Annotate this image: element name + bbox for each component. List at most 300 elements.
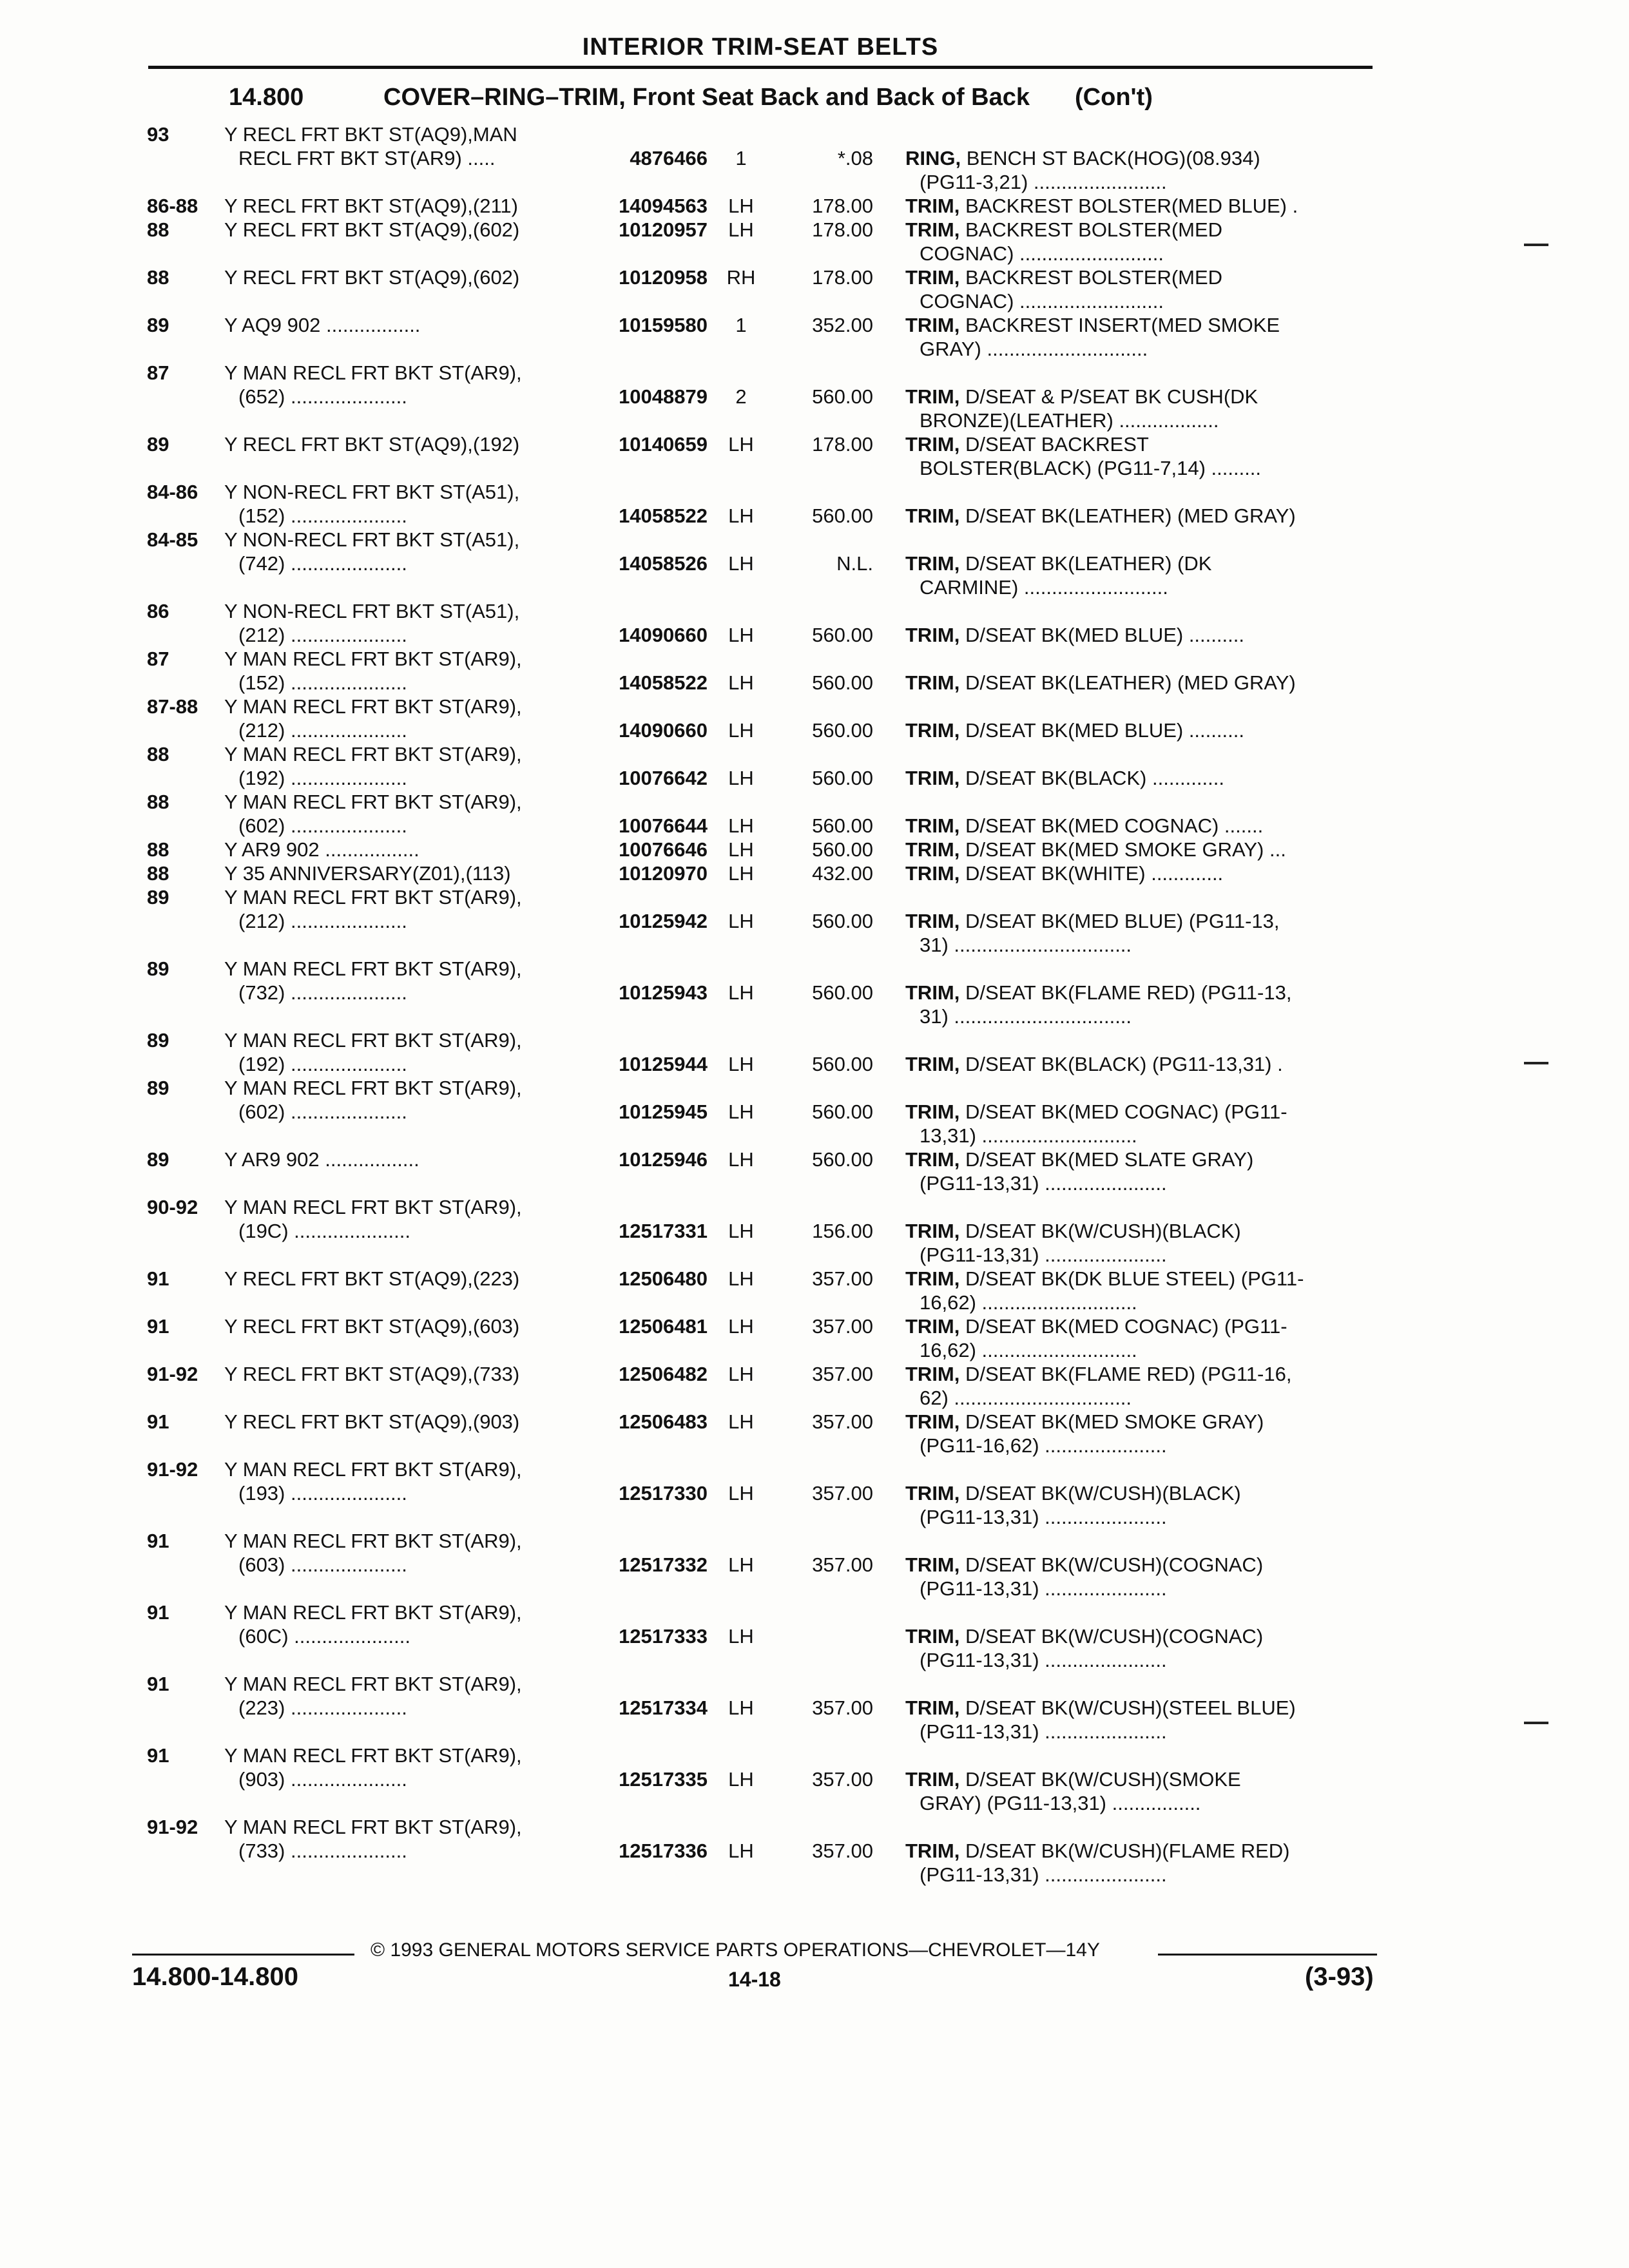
description-text: COGNAC) .......................... <box>920 242 1164 265</box>
description <box>905 313 1376 361</box>
footer-page-number: 14-18 <box>728 1968 781 1991</box>
description-line <box>905 1243 1376 1267</box>
description <box>905 1314 1376 1362</box>
quantity: LH <box>728 838 754 861</box>
price: 560.00 <box>812 671 873 694</box>
part-number: 14094563 <box>619 195 708 217</box>
price: 357.00 <box>812 1267 873 1290</box>
description-keyword: TRIM, <box>905 1840 960 1862</box>
description-keyword: TRIM, <box>905 719 960 742</box>
price: 178.00 <box>812 218 873 241</box>
table-row <box>0 695 1629 742</box>
model-year: 89 <box>147 1029 169 1052</box>
price: 357.00 <box>812 1315 873 1338</box>
description-line <box>905 1624 1376 1648</box>
table-row <box>0 361 1629 432</box>
application-text: (602) ..................... <box>238 814 407 837</box>
quantity: LH <box>728 552 754 575</box>
description-text: D/SEAT BK(W/CUSH)(COGNAC) <box>965 1553 1264 1576</box>
description-line <box>905 289 1376 313</box>
description-line <box>905 1696 1376 1720</box>
description-keyword: TRIM, <box>905 838 960 861</box>
description-line <box>905 1720 1376 1744</box>
description-text: 16,62) ............................ <box>920 1291 1137 1314</box>
application-text: Y AR9 902 ................. <box>224 1148 419 1171</box>
quantity: 1 <box>735 147 747 169</box>
application-text: Y MAN RECL FRT BKT ST(AR9), <box>224 1458 522 1481</box>
application-text: (212) ..................... <box>238 719 407 742</box>
description <box>905 671 1376 695</box>
application-text: Y MAN RECL FRT BKT ST(AR9), <box>224 743 522 765</box>
application-text: Y MAN RECL FRT BKT ST(AR9), <box>224 1744 522 1767</box>
model-year: 88 <box>147 266 169 289</box>
quantity: LH <box>728 671 754 694</box>
table-row <box>0 194 1629 218</box>
description <box>905 981 1376 1028</box>
application-text: Y MAN RECL FRT BKT ST(AR9), <box>224 1601 522 1624</box>
price: 432.00 <box>812 862 873 885</box>
description-line <box>905 456 1376 480</box>
part-number: 14058522 <box>619 671 708 694</box>
application-text: Y AQ9 902 ................. <box>224 314 421 336</box>
description-text: D/SEAT BK(W/CUSH)(SMOKE <box>965 1768 1241 1791</box>
description-line <box>905 242 1376 265</box>
price: 560.00 <box>812 505 873 527</box>
table-row <box>0 1600 1629 1672</box>
description-text: BENCH ST BACK(HOG)(08.934) <box>966 147 1260 169</box>
quantity: RH <box>726 266 756 289</box>
part-number: 12506480 <box>619 1267 708 1290</box>
part-number: 14090660 <box>619 624 708 646</box>
description-line <box>905 1171 1376 1195</box>
description-line <box>905 861 1376 885</box>
price: *.08 <box>837 147 873 169</box>
margin-mark <box>1524 1722 1548 1724</box>
description-text: 62) ................................ <box>920 1387 1132 1409</box>
model-year: 86-88 <box>147 195 198 217</box>
description-keyword: RING, <box>905 147 961 169</box>
application-text: Y MAN RECL FRT BKT ST(AR9), <box>224 695 522 718</box>
description-text: GRAY) (PG11-13,31) ................ <box>920 1792 1201 1814</box>
description-text: (PG11-13,31) ...................... <box>920 1172 1167 1195</box>
description-line <box>905 1481 1376 1505</box>
table-row <box>0 647 1629 695</box>
quantity: LH <box>728 1696 754 1719</box>
description-keyword: TRIM, <box>905 1482 960 1504</box>
description-keyword: TRIM, <box>905 1100 960 1123</box>
description <box>905 814 1376 838</box>
price: 178.00 <box>812 433 873 456</box>
description <box>905 552 1376 599</box>
description-line <box>905 981 1376 1004</box>
description-keyword: TRIM, <box>905 1315 960 1338</box>
model-year: 89 <box>147 433 169 456</box>
table-row <box>0 861 1629 885</box>
description-text: D/SEAT BK(MED BLUE) (PG11-13, <box>965 910 1280 932</box>
description-line <box>905 1863 1376 1887</box>
description-keyword: TRIM, <box>905 266 960 289</box>
description-keyword: TRIM, <box>905 195 960 217</box>
description-text: D/SEAT & P/SEAT BK CUSH(DK <box>965 385 1258 408</box>
application-text: (652) ..................... <box>238 385 407 408</box>
description-keyword: TRIM, <box>905 1696 960 1719</box>
description-keyword: TRIM, <box>905 814 960 837</box>
description-line <box>905 1148 1376 1171</box>
description-line <box>905 1505 1376 1529</box>
table-row <box>0 1314 1629 1362</box>
description-keyword: TRIM, <box>905 505 960 527</box>
model-year: 91-92 <box>147 1816 198 1838</box>
quantity: 1 <box>735 314 747 336</box>
quantity: LH <box>728 1053 754 1075</box>
application-text: Y RECL FRT BKT ST(AQ9),(211) <box>224 195 518 217</box>
application-text: (733) ..................... <box>238 1840 407 1862</box>
section-heading <box>229 84 1324 111</box>
part-number: 12517336 <box>619 1840 708 1862</box>
description-line <box>905 1362 1376 1386</box>
part-number: 10076646 <box>619 838 708 861</box>
price: 357.00 <box>812 1768 873 1791</box>
price: 357.00 <box>812 1696 873 1719</box>
description-line <box>905 1648 1376 1672</box>
description-keyword: TRIM, <box>905 981 960 1004</box>
margin-mark <box>1524 244 1548 246</box>
table-row <box>0 885 1629 957</box>
description-text: (PG11-13,31) ...................... <box>920 1506 1167 1528</box>
price: 156.00 <box>812 1220 873 1242</box>
table-row <box>0 218 1629 265</box>
description-text: D/SEAT BK(BLACK) ............. <box>965 767 1224 789</box>
quantity: LH <box>728 1553 754 1576</box>
application-text: Y MAN RECL FRT BKT ST(AR9), <box>224 1196 522 1218</box>
description <box>905 1052 1376 1076</box>
model-year: 88 <box>147 862 169 885</box>
description-text: CARMINE) .......................... <box>920 576 1168 599</box>
margin-mark <box>1524 1062 1548 1064</box>
description-text: 13,31) ............................ <box>920 1124 1137 1147</box>
table-row <box>0 1195 1629 1267</box>
description <box>905 838 1376 861</box>
description-text: D/SEAT BK(W/CUSH)(BLACK) <box>965 1220 1241 1242</box>
description-keyword: TRIM, <box>905 1053 960 1075</box>
description-text: (PG11-13,31) ...................... <box>920 1577 1167 1600</box>
part-number: 10140659 <box>619 433 708 456</box>
application-text: Y MAN RECL FRT BKT ST(AR9), <box>224 1673 522 1695</box>
description-text: BRONZE)(LEATHER) .................. <box>920 409 1219 432</box>
table-row <box>0 1672 1629 1744</box>
quantity: LH <box>728 1625 754 1648</box>
model-year: 89 <box>147 957 169 980</box>
model-year: 88 <box>147 791 169 813</box>
description <box>905 623 1376 647</box>
application-text: Y MAN RECL FRT BKT ST(AR9), <box>224 648 522 670</box>
model-year: 91-92 <box>147 1363 198 1385</box>
price: 560.00 <box>812 385 873 408</box>
description-text: GRAY) ............................. <box>920 338 1148 360</box>
price: 560.00 <box>812 767 873 789</box>
quantity: LH <box>728 719 754 742</box>
description-line <box>905 623 1376 647</box>
section-continued: (Con't) <box>1075 84 1153 111</box>
application-text: (742) ..................... <box>238 552 407 575</box>
application-text: RECL FRT BKT ST(AR9) ..... <box>238 147 496 169</box>
description-line <box>905 146 1376 170</box>
table-row <box>0 432 1629 480</box>
table-row <box>0 1028 1629 1076</box>
part-number: 12506481 <box>619 1315 708 1338</box>
part-number: 10120970 <box>619 862 708 885</box>
price: 357.00 <box>812 1482 873 1504</box>
application-text: (192) ..................... <box>238 767 407 789</box>
description <box>905 146 1376 194</box>
application-text: (603) ..................... <box>238 1553 407 1576</box>
description <box>905 1267 1376 1314</box>
part-number: 10120958 <box>619 266 708 289</box>
application-text: Y NON-RECL FRT BKT ST(A51), <box>224 481 520 503</box>
price: 560.00 <box>812 814 873 837</box>
description-keyword: TRIM, <box>905 624 960 646</box>
price: 560.00 <box>812 1100 873 1123</box>
description-line <box>905 1791 1376 1815</box>
model-year: 89 <box>147 1148 169 1171</box>
description-text: (PG11-13,31) ...................... <box>920 1863 1167 1886</box>
part-number: 12517330 <box>619 1482 708 1504</box>
description <box>905 861 1376 885</box>
model-year: 84-85 <box>147 528 198 551</box>
part-number: 10125944 <box>619 1053 708 1075</box>
description <box>905 718 1376 742</box>
part-number: 10076642 <box>619 767 708 789</box>
description-text: D/SEAT BK(MED BLUE) .......... <box>965 624 1244 646</box>
application-text: Y RECL FRT BKT ST(AQ9),(602) <box>224 218 520 241</box>
description-text: (PG11-13,31) ...................... <box>920 1649 1167 1671</box>
description-line <box>905 766 1376 790</box>
application-text: (212) ..................... <box>238 624 407 646</box>
description-line <box>905 1291 1376 1314</box>
table-row <box>0 599 1629 647</box>
description-line <box>905 1100 1376 1124</box>
description-line <box>905 1124 1376 1148</box>
quantity: LH <box>728 1315 754 1338</box>
part-number: 10125945 <box>619 1100 708 1123</box>
description-keyword: TRIM, <box>905 314 960 336</box>
section-number: 14.800 <box>229 84 304 111</box>
price: 357.00 <box>812 1840 873 1862</box>
quantity: LH <box>728 1148 754 1171</box>
description <box>905 1481 1376 1529</box>
part-number: 10125946 <box>619 1148 708 1171</box>
table-row <box>0 265 1629 313</box>
description-line <box>905 170 1376 194</box>
quantity: LH <box>728 1410 754 1433</box>
description-keyword: TRIM, <box>905 671 960 694</box>
model-year: 89 <box>147 886 169 908</box>
application-text: Y MAN RECL FRT BKT ST(AR9), <box>224 886 522 908</box>
description-line <box>905 1410 1376 1434</box>
application-text: Y NON-RECL FRT BKT ST(A51), <box>224 600 520 622</box>
application-text: Y RECL FRT BKT ST(AQ9),(602) <box>224 266 520 289</box>
price: 560.00 <box>812 910 873 932</box>
application-text: Y MAN RECL FRT BKT ST(AR9), <box>224 1530 522 1552</box>
application-text: Y MAN RECL FRT BKT ST(AR9), <box>224 791 522 813</box>
table-row <box>0 528 1629 599</box>
part-number: 12517335 <box>619 1768 708 1791</box>
description-line <box>905 1219 1376 1243</box>
description-text: D/SEAT BK(W/CUSH)(BLACK) <box>965 1482 1241 1504</box>
table-row <box>0 480 1629 528</box>
model-year: 91 <box>147 1744 169 1767</box>
application-text: Y RECL FRT BKT ST(AQ9),(603) <box>224 1315 520 1338</box>
description-text: D/SEAT BK(MED COGNAC) ....... <box>965 814 1264 837</box>
table-row <box>0 1744 1629 1815</box>
table-row <box>0 1457 1629 1529</box>
application-text: Y RECL FRT BKT ST(AQ9),MAN <box>224 123 517 146</box>
model-year: 90-92 <box>147 1196 198 1218</box>
price: 560.00 <box>812 624 873 646</box>
price: 178.00 <box>812 195 873 217</box>
table-row <box>0 1815 1629 1887</box>
description-line <box>905 1767 1376 1791</box>
section-title: COVER–RING–TRIM, Front Seat Back and Back of Back <box>383 84 1030 111</box>
description-keyword: TRIM, <box>905 767 960 789</box>
model-year: 86 <box>147 600 169 622</box>
description-keyword: TRIM, <box>905 433 960 456</box>
part-number: 10076644 <box>619 814 708 837</box>
description-text: D/SEAT BK(MED BLUE) .......... <box>965 719 1244 742</box>
description <box>905 1219 1376 1267</box>
price: 357.00 <box>812 1553 873 1576</box>
model-year: 88 <box>147 743 169 765</box>
description-keyword: TRIM, <box>905 910 960 932</box>
part-number: 10120957 <box>619 218 708 241</box>
description-line <box>905 575 1376 599</box>
description <box>905 385 1376 432</box>
description-keyword: TRIM, <box>905 1410 960 1433</box>
description-line <box>905 1314 1376 1338</box>
description-keyword: TRIM, <box>905 862 960 885</box>
description <box>905 1100 1376 1148</box>
description <box>905 432 1376 480</box>
description-line <box>905 814 1376 838</box>
description-text: 31) ................................ <box>920 934 1132 956</box>
table-row <box>0 313 1629 361</box>
description <box>905 766 1376 790</box>
footer-section-range: 14.800-14.800 <box>132 1963 299 1991</box>
application-text: Y RECL FRT BKT ST(AQ9),(192) <box>224 433 520 456</box>
description <box>905 1839 1376 1887</box>
description-text: D/SEAT BK(W/CUSH)(FLAME RED) <box>965 1840 1290 1862</box>
application-text: Y RECL FRT BKT ST(AQ9),(903) <box>224 1410 520 1433</box>
description-text: D/SEAT BK(LEATHER) (MED GRAY) <box>965 505 1296 527</box>
application-text: Y MAN RECL FRT BKT ST(AR9), <box>224 1077 522 1099</box>
quantity: LH <box>728 910 754 932</box>
model-year: 88 <box>147 218 169 241</box>
description-line <box>905 1052 1376 1076</box>
description-keyword: TRIM, <box>905 1363 960 1385</box>
part-number: 14090660 <box>619 719 708 742</box>
description <box>905 504 1376 528</box>
description-line <box>905 1386 1376 1410</box>
description-line <box>905 385 1376 408</box>
application-text: Y MAN RECL FRT BKT ST(AR9), <box>224 957 522 980</box>
parts-table <box>0 122 1629 1887</box>
description-text: BACKREST BOLSTER(MED BLUE) . <box>965 195 1298 217</box>
part-number: 12517331 <box>619 1220 708 1242</box>
description-text: (PG11-3,21) ........................ <box>920 171 1167 193</box>
description <box>905 1624 1376 1672</box>
application-text: Y MAN RECL FRT BKT ST(AR9), <box>224 361 522 384</box>
description-line <box>905 671 1376 695</box>
part-number: 14058522 <box>619 505 708 527</box>
quantity: LH <box>728 767 754 789</box>
description-text: D/SEAT BK(BLACK) (PG11-13,31) . <box>965 1053 1283 1075</box>
footer-copyright: © 1993 GENERAL MOTORS SERVICE PARTS OPERATIONS—CHEVROLET—14Y <box>371 1939 1100 1961</box>
application-text: (732) ..................... <box>238 981 407 1004</box>
description-text: (PG11-16,62) ...................... <box>920 1434 1167 1457</box>
application-text: Y MAN RECL FRT BKT ST(AR9), <box>224 1816 522 1838</box>
quantity: LH <box>728 1100 754 1123</box>
description-text: COGNAC) .......................... <box>920 290 1164 312</box>
description-line <box>905 933 1376 957</box>
description-text: D/SEAT BK(FLAME RED) (PG11-13, <box>965 981 1292 1004</box>
description <box>905 218 1376 265</box>
part-number: 12506482 <box>619 1363 708 1385</box>
description-line <box>905 218 1376 242</box>
application-text: (223) ..................... <box>238 1696 407 1719</box>
description-text: D/SEAT BACKREST <box>965 433 1149 456</box>
quantity: LH <box>728 981 754 1004</box>
price: 560.00 <box>812 719 873 742</box>
description-line <box>905 313 1376 337</box>
application-text: (193) ..................... <box>238 1482 407 1504</box>
description-line <box>905 194 1376 218</box>
quantity: LH <box>728 862 754 885</box>
description-line <box>905 838 1376 861</box>
description-text: (PG11-13,31) ...................... <box>920 1244 1167 1266</box>
table-row <box>0 1410 1629 1457</box>
description <box>905 1410 1376 1457</box>
description <box>905 194 1376 218</box>
description-keyword: TRIM, <box>905 1553 960 1576</box>
application-text: (19C) ..................... <box>238 1220 410 1242</box>
model-year: 89 <box>147 314 169 336</box>
footer-rule-right <box>1158 1954 1377 1956</box>
description <box>905 1148 1376 1195</box>
description-keyword: TRIM, <box>905 1220 960 1242</box>
part-number: 12517334 <box>619 1696 708 1719</box>
application-text: Y RECL FRT BKT ST(AQ9),(733) <box>224 1363 520 1385</box>
model-year: 89 <box>147 1077 169 1099</box>
quantity: LH <box>728 1482 754 1504</box>
description-line <box>905 1577 1376 1600</box>
price: 352.00 <box>812 314 873 336</box>
model-year: 93 <box>147 123 169 146</box>
description-text: D/SEAT BK(FLAME RED) (PG11-16, <box>965 1363 1292 1385</box>
description <box>905 909 1376 957</box>
description-text: 16,62) ............................ <box>920 1339 1137 1361</box>
model-year: 88 <box>147 838 169 861</box>
description-keyword: TRIM, <box>905 1148 960 1171</box>
footer-date: (3-93) <box>1305 1963 1374 1991</box>
model-year: 87 <box>147 648 169 670</box>
part-number: 10125942 <box>619 910 708 932</box>
model-year: 84-86 <box>147 481 198 503</box>
application-text: (212) ..................... <box>238 910 407 932</box>
description-line <box>905 337 1376 361</box>
application-text: (903) ..................... <box>238 1768 407 1791</box>
model-year: 91 <box>147 1530 169 1552</box>
description-text: BOLSTER(BLACK) (PG11-7,14) ......... <box>920 457 1262 479</box>
